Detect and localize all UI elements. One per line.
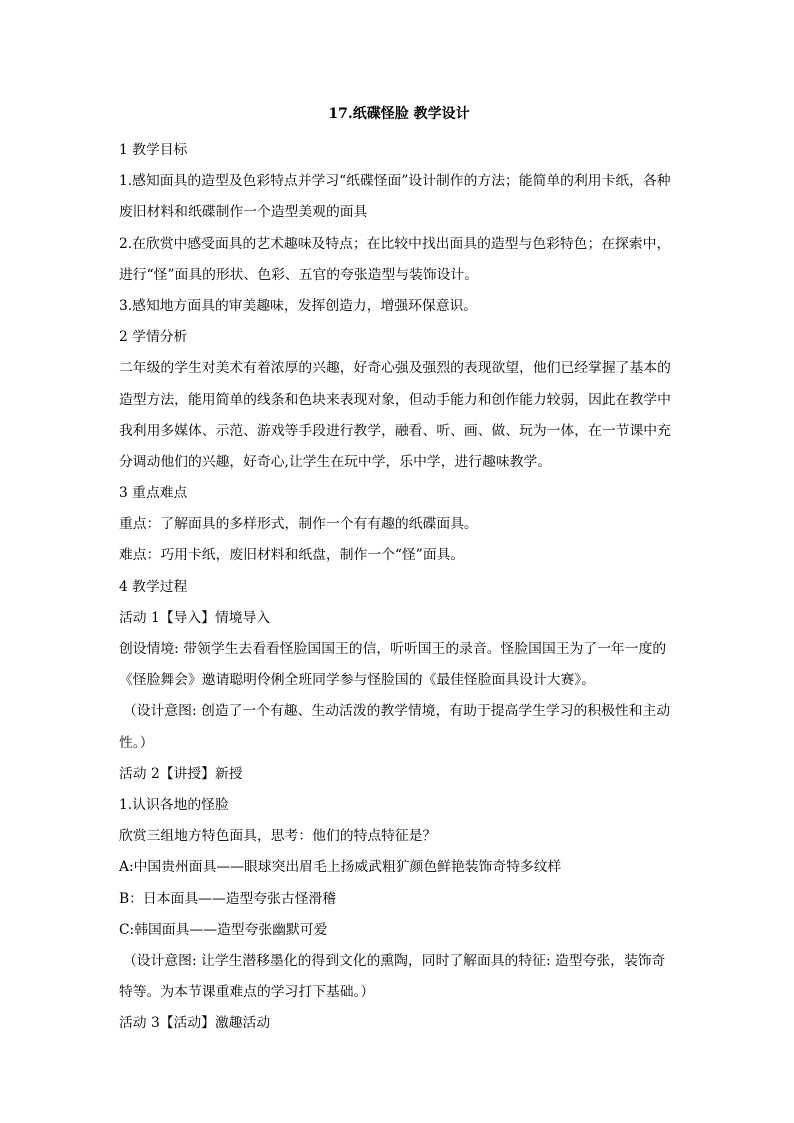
- activity-2-intent-line-2: 特等。为本节课重难点的学习打下基础。）: [119, 984, 375, 1001]
- objective-3: 3.感知地方面具的审美趣味，发挥创造力，增强环保意识。: [119, 297, 478, 314]
- analysis-line-4: 分调动他们的兴趣，好奇心,让学生在玩中学，乐中学，进行趣味教学。: [119, 453, 552, 470]
- mask-item-c: C:韩国面具——造型夸张幽默可爱: [119, 921, 328, 938]
- section-heading-process: 4 教学过程: [119, 578, 188, 595]
- mask-item-b: B：日本面具——造型夸张古怪滑稽: [119, 890, 337, 907]
- objective-2-line-2: 进行“怪”面具的形状、色彩、五官的夸张造型与装饰设计。: [119, 266, 479, 283]
- analysis-line-3: 我利用多媒体、示范、游戏等手段进行教学，融看、听、画、做、玩为一体，在一节课中充: [119, 422, 671, 439]
- document-body: [119, 103, 679, 1039]
- section-heading-objectives: 1 教学目标: [119, 142, 188, 158]
- mask-item-a: A:中国贵州面具——眼球突出眉毛上扬威武粗犷颜色鲜艳装饰奇特多纹样: [119, 859, 562, 876]
- activity-2-heading: 活动 2【讲授】新授: [119, 765, 243, 782]
- document-title: 17.纸碟怪脸 教学设计: [328, 106, 470, 122]
- activity-1-heading: 活动 1【导入】情境导入: [119, 609, 271, 626]
- difficult-point: 难点：巧用卡纸，废旧材料和纸盘，制作一个“怪”面具。: [119, 547, 465, 564]
- activity-2-intent-line-1: （设计意图: 让学生潜移墨化的得到文化的熏陶，同时了解面具的特征: 造型夸张，装饰奇: [123, 952, 666, 969]
- objective-2-line-1: 2.在欣赏中感受面具的艺术趣味及特点；在比较中找出面具的造型与色彩特色；在探索中，: [119, 235, 671, 252]
- analysis-line-1: 二年级的学生对美术有着浓厚的兴趣，好奇心强及强烈的表现欲望，他们已经掌握了基本的: [119, 360, 671, 377]
- activity-1-intent-line-2: 性。）: [119, 734, 154, 751]
- activity-2-subheading: 1.认识各地的怪脸: [119, 796, 229, 813]
- section-heading-analysis: 2 学情分析: [119, 329, 188, 346]
- activity-3-heading: 活动 3【活动】激趣活动: [119, 1015, 271, 1032]
- section-heading-key-points: 3 重点难点: [119, 485, 188, 502]
- key-point: 重点：了解面具的多样形式，制作一个有有趣的纸碟面具。: [119, 516, 478, 533]
- activity-1-line-1: 创设情境: 带领学生去看看怪脸国国王的信，听听国王的录音。怪脸国国王为了一年一度的: [119, 641, 667, 657]
- objective-1-line-1: 1.感知面具的造型及色彩特点并学习“纸碟怪面”设计制作的方法；能简单的利用卡纸，各种: [119, 173, 671, 190]
- objective-1-line-2: 废旧材料和纸碟制作一个造型美观的面具: [119, 204, 368, 221]
- activity-1-intent-line-1: （设计意图: 创造了一个有趣、生动活泼的教学情境，有助于提高学生学习的积极性和主动: [123, 703, 671, 720]
- activity-2-question: 欣赏三组地方特色面具，思考：他们的特点特征是？: [119, 828, 437, 845]
- activity-1-line-2: 《怪脸舞会》邀请聪明伶俐全班同学参与怪脸国的《最佳怪脸面具设计大赛》。: [119, 672, 595, 689]
- analysis-line-2: 造型方法，能用简单的线条和色块来表现对象，但动手能力和创作能力较弱，因此在教学中: [119, 391, 671, 408]
